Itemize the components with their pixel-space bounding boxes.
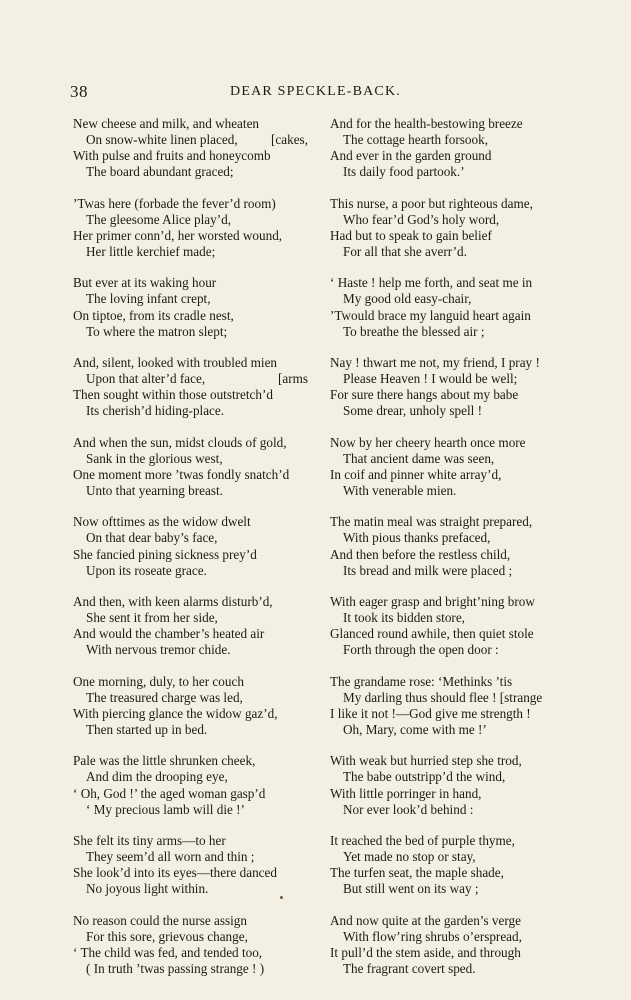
stanza bbox=[330, 913, 565, 977]
verse-line-text: For this sore, grievous change, bbox=[86, 928, 248, 944]
verse-line-text: Please Heaven ! I would be well; bbox=[343, 371, 518, 387]
verse-line-text: Forth through the open door : bbox=[343, 642, 499, 658]
verse-line bbox=[330, 690, 565, 706]
verse-line bbox=[330, 563, 565, 579]
verse-line-text: They seem’d all worn and thin ; bbox=[86, 849, 255, 865]
verse-line-text: With eager grasp and bright’ning brow bbox=[330, 594, 535, 610]
verse-line-text: It took its bidden store, bbox=[343, 610, 465, 626]
page-number: 38 bbox=[70, 82, 88, 101]
verse-line-text: For all that she averr’d. bbox=[343, 243, 467, 259]
verse-line bbox=[73, 387, 308, 403]
verse-line bbox=[330, 833, 565, 849]
verse-line-text: ‘ The child was fed, and tended too, bbox=[73, 944, 263, 960]
verse-line bbox=[330, 610, 565, 626]
verse-line-text: On tiptoe, from its cradle nest, bbox=[73, 307, 234, 323]
verse-line bbox=[330, 929, 565, 945]
verse-line-text: And would the chamber’s heated air bbox=[73, 626, 265, 642]
verse-line-text: Her little kerchief made; bbox=[86, 243, 216, 259]
verse-line-text: ‘ Haste ! help me forth, and seat me in bbox=[330, 275, 533, 291]
verse-line bbox=[330, 913, 565, 929]
verse-line-text: With pulse and fruits and honeycomb bbox=[73, 148, 271, 164]
verse-line bbox=[330, 308, 565, 324]
verse-line-text: With weak but hurried step she trod, bbox=[330, 753, 522, 769]
verse-line-text: And then before the restless child, bbox=[330, 546, 511, 562]
verse-line-text: Glanced round awhile, then quiet stole bbox=[330, 626, 534, 642]
verse-line bbox=[73, 530, 308, 546]
verse-line bbox=[73, 514, 308, 530]
verse-overflow-word: [arms bbox=[277, 371, 308, 387]
verse-line-text: She sent it from her side, bbox=[86, 610, 218, 626]
verse-line bbox=[330, 371, 565, 387]
verse-line bbox=[73, 881, 308, 897]
verse-line-text: On that dear baby’s face, bbox=[86, 530, 218, 546]
verse-line-text: One moment more ’twas fondly snatch’d bbox=[73, 466, 290, 482]
verse-line bbox=[330, 547, 565, 563]
verse-line bbox=[330, 164, 565, 180]
verse-line bbox=[73, 324, 308, 340]
verse-line bbox=[330, 483, 565, 499]
stanza bbox=[73, 514, 308, 578]
verse-line bbox=[330, 514, 565, 530]
verse-line-text: And for the health-bestowing breeze bbox=[330, 116, 523, 131]
verse-line bbox=[73, 547, 308, 563]
verse-line-text: On snow-white linen placed, bbox=[86, 132, 238, 148]
verse-line-text: Sank in the glorious west, bbox=[86, 450, 223, 466]
verse-line bbox=[73, 769, 308, 785]
verse-line-text: And now quite at the garden’s verge bbox=[330, 912, 521, 928]
verse-line-text: It pull’d the stem aside, and through bbox=[330, 944, 521, 960]
verse-line bbox=[330, 116, 565, 132]
verse-line-text: The cottage hearth forsook, bbox=[343, 132, 489, 148]
verse-line-text: ( In truth ’twas passing strange ! ) bbox=[86, 961, 265, 976]
stanza bbox=[73, 116, 308, 180]
verse-line-text: Nay ! thwart me not, my friend, I pray ! bbox=[330, 355, 540, 371]
verse-line bbox=[73, 690, 308, 706]
verse-line-text: The turfen seat, the maple shade, bbox=[330, 865, 504, 881]
verse-line bbox=[73, 833, 308, 849]
verse-line bbox=[73, 722, 308, 738]
verse-line-text: That ancient dame was seen, bbox=[343, 450, 495, 466]
verse-line bbox=[330, 961, 565, 977]
verse-line bbox=[330, 148, 565, 164]
verse-line bbox=[330, 132, 565, 148]
verse-line bbox=[330, 435, 565, 451]
verse-line-text: Now ofttimes as the widow dwelt bbox=[73, 514, 251, 530]
verse-line bbox=[73, 164, 308, 180]
verse-line-text: Upon that alter’d face, bbox=[86, 371, 206, 387]
verse-line-text: The matin meal was straight prepared, bbox=[330, 514, 533, 530]
verse-line-text: ’Twas here (forbade the fever’d room) bbox=[73, 195, 276, 211]
verse-line bbox=[330, 212, 565, 228]
verse-line-text: No joyous light within. bbox=[86, 881, 209, 897]
verse-line-text: Who fear’d God’s holy word, bbox=[343, 211, 500, 227]
stanza bbox=[73, 196, 308, 260]
verse-line bbox=[73, 116, 308, 132]
verse-line-text: Her primer conn’d, her worsted wound, bbox=[73, 227, 283, 243]
verse-line bbox=[73, 403, 308, 419]
verse-line-text: Some drear, unholy spell ! bbox=[343, 403, 483, 419]
verse-line bbox=[330, 674, 565, 690]
verse-line bbox=[73, 563, 308, 579]
verse-line-text: Unto that yearning breast. bbox=[86, 482, 223, 498]
verse-line-text: It reached the bed of purple thyme, bbox=[330, 833, 515, 849]
verse-line bbox=[330, 626, 565, 642]
verse-line bbox=[73, 594, 308, 610]
stanza bbox=[73, 753, 308, 817]
verse-line-text: With little porringer in hand, bbox=[330, 785, 482, 801]
verse-line bbox=[330, 196, 565, 212]
verse-line bbox=[330, 642, 565, 658]
verse-line bbox=[330, 945, 565, 961]
verse-line bbox=[73, 753, 308, 769]
stanza bbox=[330, 116, 565, 180]
verse-line bbox=[330, 881, 565, 897]
verse-line-text: Oh, Mary, come with me !’ bbox=[343, 721, 487, 737]
verse-line-text: Yet made no stop or stay, bbox=[343, 849, 476, 865]
verse-line-text: With venerable mien. bbox=[343, 482, 457, 498]
verse-line bbox=[73, 786, 308, 802]
verse-line-text: With piercing glance the widow gaz’d, bbox=[73, 705, 278, 721]
verse-line bbox=[330, 387, 565, 403]
verse-line bbox=[73, 849, 308, 865]
stanza bbox=[330, 435, 565, 499]
stanza bbox=[73, 833, 308, 897]
verse-line-text: The treasured charge was led, bbox=[86, 689, 243, 705]
verse-line-text: The loving infant crept, bbox=[86, 291, 211, 307]
verse-line bbox=[73, 865, 308, 881]
verse-line bbox=[73, 308, 308, 324]
verse-line-text: Then started up in bed. bbox=[86, 721, 208, 737]
verse-line bbox=[330, 786, 565, 802]
stanza bbox=[330, 275, 565, 339]
verse-overflow-word: [cakes, bbox=[271, 132, 308, 148]
verse-line-text: New cheese and milk, and wheaten bbox=[73, 116, 260, 131]
verse-line bbox=[73, 355, 308, 371]
verse-line-text: The board abundant graced; bbox=[86, 164, 234, 180]
verse-line-text: With flow’ring shrubs o’erspread, bbox=[343, 928, 522, 944]
verse-line bbox=[330, 244, 565, 260]
verse-line bbox=[73, 132, 308, 148]
verse-line-text: Had but to speak to gain belief bbox=[330, 227, 492, 243]
verse-line bbox=[330, 324, 565, 340]
verse-line bbox=[330, 530, 565, 546]
verse-line bbox=[73, 148, 308, 164]
ink-speck bbox=[280, 896, 283, 899]
verse-line bbox=[330, 802, 565, 818]
verse-line bbox=[73, 610, 308, 626]
verse-line bbox=[330, 275, 565, 291]
verse-line bbox=[330, 769, 565, 785]
poem-column-left bbox=[73, 116, 308, 992]
stanza bbox=[73, 275, 308, 339]
verse-line bbox=[73, 451, 308, 467]
stanza bbox=[330, 753, 565, 817]
verse-line-text: With nervous tremor chide. bbox=[86, 642, 231, 658]
verse-line-text: ‘ My precious lamb will die !’ bbox=[86, 801, 245, 817]
verse-line bbox=[73, 642, 308, 658]
verse-line-text: Then sought within those outstretch’d bbox=[73, 387, 273, 403]
verse-line-text: And, silent, looked with troubled mien bbox=[73, 355, 278, 371]
stanza bbox=[330, 833, 565, 897]
verse-line bbox=[330, 451, 565, 467]
poem-column-right bbox=[330, 116, 565, 992]
verse-line bbox=[73, 196, 308, 212]
running-head: DEAR SPECKLE-BACK. bbox=[230, 84, 401, 99]
verse-line bbox=[330, 865, 565, 881]
verse-line-text: ‘ Oh, God !’ the aged woman gasp’d bbox=[73, 785, 266, 801]
verse-line bbox=[73, 275, 308, 291]
stanza bbox=[330, 196, 565, 260]
verse-line-text: I like it not !—God give me strength ! bbox=[330, 705, 531, 721]
verse-line-text: No reason could the nurse assign bbox=[73, 912, 247, 928]
verse-line-text: She look’d into its eyes—there danced bbox=[73, 865, 277, 881]
verse-line-text: To where the matron slept; bbox=[86, 323, 228, 339]
verse-line bbox=[330, 355, 565, 371]
stanza bbox=[330, 594, 565, 658]
verse-line bbox=[73, 674, 308, 690]
verse-line bbox=[73, 961, 308, 977]
verse-line-text: But ever at its waking hour bbox=[73, 275, 217, 291]
verse-line-text: The gleesome Alice play’d, bbox=[86, 211, 232, 227]
stanza bbox=[330, 355, 565, 419]
verse-line bbox=[73, 802, 308, 818]
verse-line bbox=[73, 706, 308, 722]
verse-line-text: ’Twould brace my languid heart again bbox=[330, 307, 531, 323]
verse-line-text: Its cherish’d hiding-place. bbox=[86, 403, 225, 419]
verse-line-text: For sure there hangs about my babe bbox=[330, 387, 519, 403]
verse-line bbox=[330, 706, 565, 722]
verse-line-text: Now by her cheery hearth once more bbox=[330, 434, 526, 450]
verse-line bbox=[330, 722, 565, 738]
verse-line bbox=[330, 403, 565, 419]
verse-line-text: She fancied pining sickness prey’d bbox=[73, 546, 257, 562]
verse-line bbox=[73, 291, 308, 307]
verse-line bbox=[73, 435, 308, 451]
verse-line-text: This nurse, a poor but righteous dame, bbox=[330, 195, 533, 211]
stanza bbox=[73, 355, 308, 419]
stanza bbox=[73, 594, 308, 658]
verse-line bbox=[73, 483, 308, 499]
verse-line-text: And dim the drooping eye, bbox=[86, 769, 228, 785]
verse-line-text: To breathe the blessed air ; bbox=[343, 323, 485, 339]
verse-line-text: She felt its tiny arms—to her bbox=[73, 833, 226, 849]
verse-line-text: The fragrant covert sped. bbox=[343, 961, 476, 976]
verse-line-text: And when the sun, midst clouds of gold, bbox=[73, 434, 287, 450]
verse-line bbox=[73, 913, 308, 929]
verse-line bbox=[73, 626, 308, 642]
verse-line bbox=[330, 594, 565, 610]
stanza bbox=[330, 674, 565, 738]
verse-line bbox=[330, 753, 565, 769]
verse-line bbox=[330, 228, 565, 244]
verse-line-text: One morning, duly, to her couch bbox=[73, 673, 244, 689]
stanza bbox=[73, 435, 308, 499]
verse-line bbox=[73, 212, 308, 228]
stanza bbox=[330, 514, 565, 578]
verse-line-text: But still went on its way ; bbox=[343, 881, 479, 897]
verse-line bbox=[73, 371, 308, 387]
verse-line-text: Upon its roseate grace. bbox=[86, 562, 207, 578]
stanza bbox=[73, 674, 308, 738]
verse-line-text: My darling thus should flee ! [strange bbox=[343, 689, 543, 705]
verse-line-text: Pale was the little shrunken cheek, bbox=[73, 753, 256, 769]
verse-line bbox=[73, 244, 308, 260]
verse-line bbox=[73, 467, 308, 483]
verse-line bbox=[73, 228, 308, 244]
verse-line-text: The babe outstripp’d the wind, bbox=[343, 769, 506, 785]
verse-line-text: Nor ever look’d behind : bbox=[343, 801, 474, 817]
verse-line-text: Its bread and milk were placed ; bbox=[343, 562, 513, 578]
verse-line bbox=[73, 929, 308, 945]
verse-line-text: Its daily food partook.’ bbox=[343, 164, 465, 180]
stanza bbox=[73, 913, 308, 977]
verse-line bbox=[73, 945, 308, 961]
verse-line-text: And ever in the garden ground bbox=[330, 148, 492, 164]
verse-line-text: With pious thanks prefaced, bbox=[343, 530, 491, 546]
verse-line bbox=[330, 291, 565, 307]
verse-line-text: My good old easy-chair, bbox=[343, 291, 472, 307]
verse-line-text: In coif and pinner white array’d, bbox=[330, 466, 502, 482]
verse-line-text: And then, with keen alarms disturb’d, bbox=[73, 594, 273, 610]
verse-line bbox=[330, 849, 565, 865]
verse-line bbox=[330, 467, 565, 483]
verse-line-text: The grandame rose: ‘Methinks ’tis bbox=[330, 673, 513, 689]
